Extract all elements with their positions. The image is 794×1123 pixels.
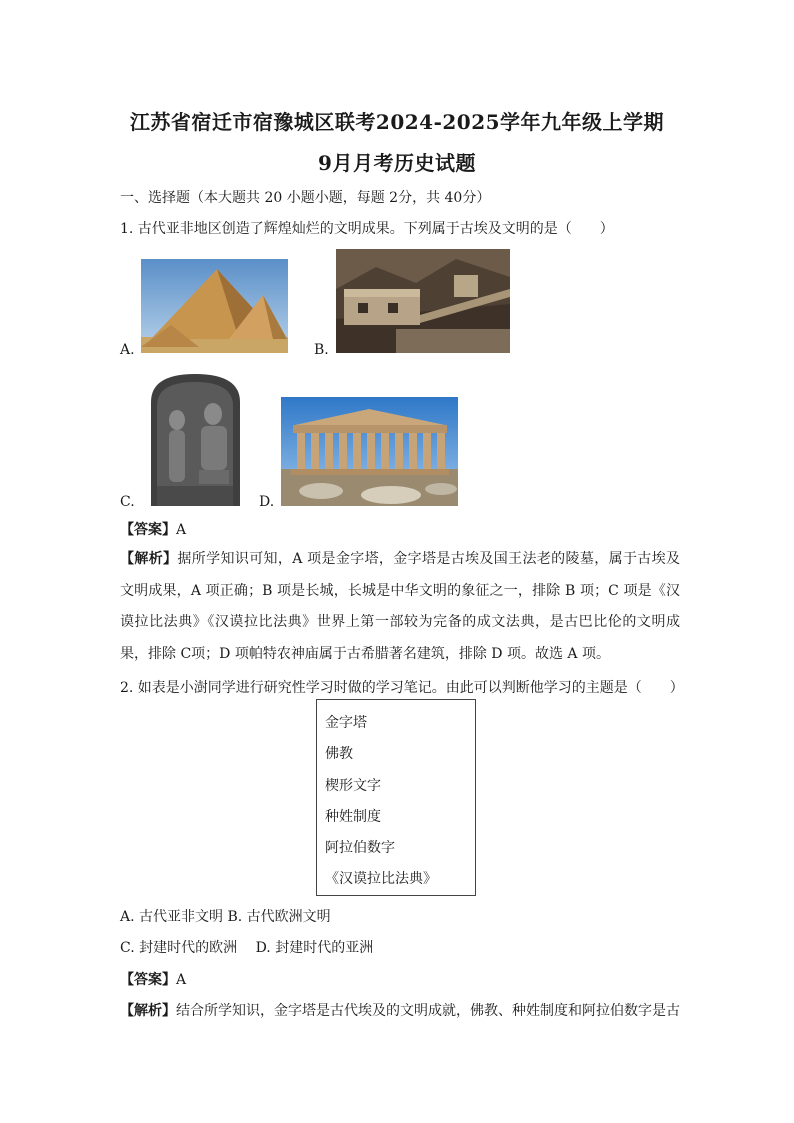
q2-options-line-2: C. 封建时代的欧洲 D. 封建时代的亚洲	[120, 940, 374, 956]
notes-item: 金字塔	[325, 715, 367, 731]
q1-stem: 1. 古代亚非地区创造了辉煌灿烂的文明成果。下列属于古埃及文明的是（ ）	[120, 221, 614, 237]
q1-option-a-label: A.	[120, 342, 135, 358]
study-notes-table	[316, 699, 476, 896]
parthenon-photo	[281, 397, 458, 506]
q1-answer: 【答案】A	[120, 522, 187, 538]
q1-option-b-label: B.	[314, 342, 329, 358]
q2-analysis: 【解析】结合所学知识，金字塔是古代埃及的文明成就，佛教、种姓制度和阿拉伯数字是古	[120, 1003, 680, 1019]
title-line-1: 江苏省宿迁市宿豫城区联考2024-2025学年九年级上学期	[129, 110, 665, 134]
q1-option-d-label: D.	[259, 494, 275, 510]
section-heading: 一、选择题（本大题共 20 小题小题，每题 2分，共 40分）	[120, 190, 491, 206]
notes-item: 楔形文字	[325, 778, 381, 794]
q1-option-c-label: C.	[120, 494, 135, 510]
q2-answer: 【答案】A	[120, 972, 187, 988]
notes-item: 《汉谟拉比法典》	[325, 871, 437, 887]
notes-item: 种姓制度	[325, 809, 381, 825]
q1-analysis: 【解析】据所学知识可知，A 项是金字塔，金字塔是古埃及国王法老的陵墓，属于古埃及文明成果，A 项正确；B 项是长城，长城是中华文明的象征之一，排除 B 项；C 项是《汉谟拉比法典》《汉谟拉比法典》世界上第一部较为完备的成文法典，是古巴比伦的文明成果，排除 C项；D 项帕特农神庙属于古希腊著名建筑，排除 D 项。故选 A 项。	[120, 551, 681, 662]
hammurabi-stele-photo	[143, 372, 248, 506]
q2-stem: 2. 如表是小澍同学进行研究性学习时做的学习笔记。由此可以判断他学习的主题是（ ）	[120, 680, 684, 696]
notes-item: 佛教	[325, 746, 353, 762]
great-wall-photo	[336, 249, 510, 353]
q2-options-line-1: A. 古代亚非文明 B. 古代欧洲文明	[120, 909, 331, 925]
notes-item: 阿拉伯数字	[325, 840, 395, 856]
pyramids-photo	[141, 259, 288, 353]
title-line-2: 9月月考历史试题	[318, 151, 476, 175]
